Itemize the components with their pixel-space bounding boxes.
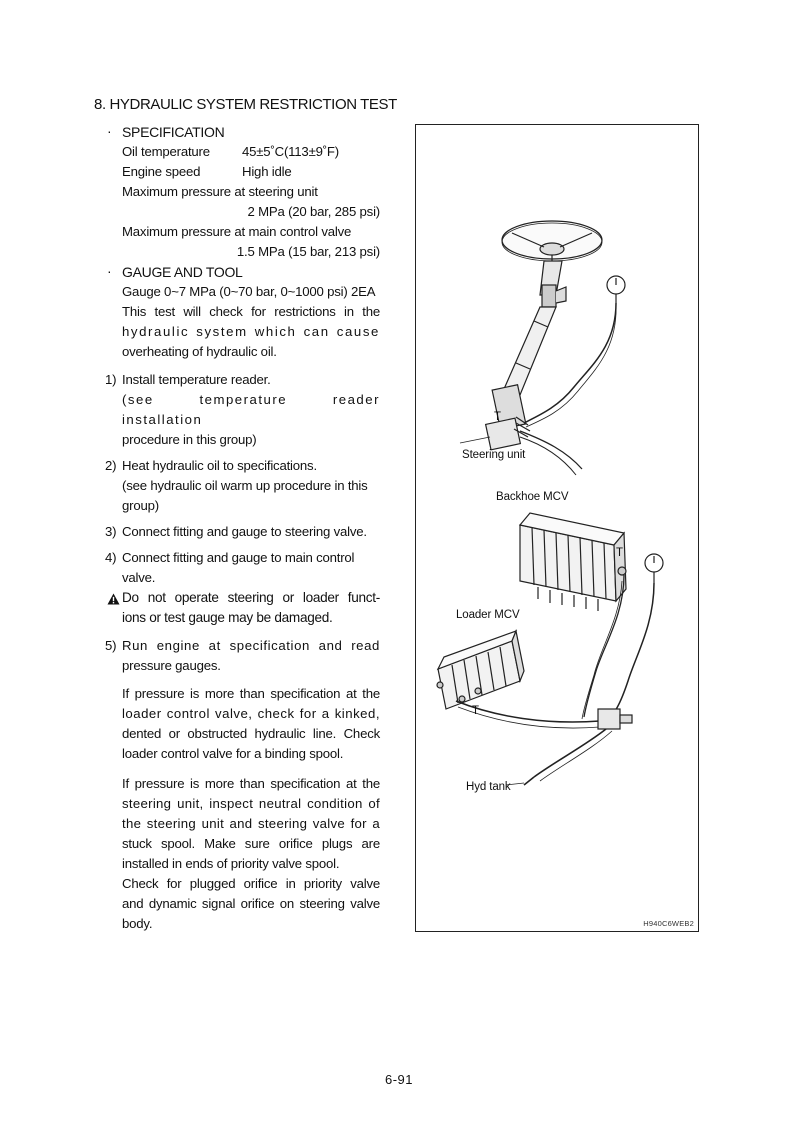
caution-note xyxy=(100,588,380,628)
step-3 xyxy=(100,522,380,542)
pressure-gauge-icon xyxy=(607,276,625,303)
step-number: 5) xyxy=(105,638,117,653)
step-number: 1) xyxy=(105,372,117,387)
paragraph-line: steering unit, inspect neutral condition of xyxy=(122,796,380,811)
spec-label: Engine speed xyxy=(122,164,201,179)
spec-label-steering-pressure: Maximum pressure at steering unit xyxy=(122,184,318,199)
paragraph-line: and dynamic signal orifice on steering valve xyxy=(122,896,380,911)
paragraph-line: dented or obstructed hydraulic line. Check xyxy=(122,726,380,741)
label-hyd-tank: Hyd tank xyxy=(466,781,511,793)
paragraph-line: If pressure is more than specification at the xyxy=(122,686,380,701)
step-5 xyxy=(100,636,380,676)
gauge-tool-heading-text: GAUGE AND TOOL xyxy=(122,264,243,280)
step-number: 4) xyxy=(105,550,117,565)
step-number: 2) xyxy=(105,458,117,473)
step-text: group) xyxy=(122,498,159,513)
paragraph-line: loader control valve for a binding spool. xyxy=(122,746,344,761)
step-1 xyxy=(100,370,380,450)
step-text: (see hydraulic oil warm up procedure in this xyxy=(122,478,368,493)
paragraph-steering-check xyxy=(100,774,380,874)
paragraph-line: If pressure is more than specification at the xyxy=(122,776,380,791)
spec-value-steering-pressure: 2 MPa (20 bar, 285 psi) xyxy=(247,204,380,219)
hydraulic-diagram-figure xyxy=(415,124,699,932)
step-text: pressure gauges. xyxy=(122,658,221,673)
label-backhoe-mcv: Backhoe MCV xyxy=(496,491,569,503)
specification-heading-text: SPECIFICATION xyxy=(122,124,225,140)
gauge-desc-line: overheating of hydraulic oil. xyxy=(122,344,277,359)
step-number: 3) xyxy=(105,524,117,539)
step-2 xyxy=(100,456,380,516)
backhoe-mcv-icon xyxy=(520,513,626,611)
gauge-tool-heading xyxy=(100,262,380,282)
junction-block-icon xyxy=(598,709,632,729)
hydraulic-diagram xyxy=(416,125,698,931)
spec-label: Oil temperature xyxy=(122,144,210,159)
caution-text: Do not operate steering or loader funct- xyxy=(122,590,380,605)
step-text: valve. xyxy=(122,570,156,585)
bullet: · xyxy=(107,263,112,279)
bullet: · xyxy=(107,123,112,139)
spec-value: High idle xyxy=(242,164,292,179)
gauge-line: Gauge 0~7 MPa (0~70 bar, 0~1000 psi) 2EA xyxy=(122,284,376,299)
section-title: 8. HYDRAULIC SYSTEM RESTRICTION TEST xyxy=(94,96,397,113)
figure-id: H940C6WEB2 xyxy=(643,919,694,928)
paragraph-line: stuck spool. Make sure orifice plugs are xyxy=(122,836,380,851)
label-port-t: T xyxy=(472,705,479,717)
paragraph-line: the steering unit and steering valve for a xyxy=(122,816,380,831)
paragraph-loader-check xyxy=(100,684,380,764)
caution-text: ions or test gauge may be damaged. xyxy=(122,610,333,625)
label-steering-unit: Steering unit xyxy=(462,449,526,461)
step-text: (see temperature reader installation xyxy=(122,392,380,427)
paragraph-line: body. xyxy=(122,916,153,931)
paragraph-line: Check for plugged orifice in priority valve xyxy=(122,876,380,891)
step-text: Connect fitting and gauge to main control xyxy=(122,550,355,565)
spec-row-oil-temperature xyxy=(122,142,380,162)
paragraph-orifice-check xyxy=(100,874,380,934)
gauge-tool-block xyxy=(100,282,380,362)
label-port-t: T xyxy=(494,411,501,423)
gauge-desc-line: This test will check for restrictions in the xyxy=(122,304,380,319)
gauge-desc-line: hydraulic system which can cause xyxy=(122,324,380,339)
step-text: procedure in this group) xyxy=(122,432,257,447)
spec-label-mcv-pressure: Maximum pressure at main control valve xyxy=(122,224,352,239)
step-text: Connect fitting and gauge to steering valve. xyxy=(122,524,367,539)
specification-block xyxy=(100,142,380,262)
step-text: Heat hydraulic oil to specifications. xyxy=(122,458,317,473)
steering-wheel-icon xyxy=(502,221,602,261)
warning-icon xyxy=(107,591,120,611)
spec-value-mcv-pressure: 1.5 MPa (15 bar, 213 psi) xyxy=(236,244,380,259)
paragraph-line: loader control valve, check for a kinked, xyxy=(122,706,380,721)
pressure-gauge-icon xyxy=(645,554,663,583)
spec-value: 45±5˚C(113±9˚F) xyxy=(242,144,339,159)
spec-row-engine-speed xyxy=(122,162,380,182)
label-loader-mcv: Loader MCV xyxy=(456,609,520,621)
paragraph-line: installed in ends of priority valve spool. xyxy=(122,856,340,871)
loader-mcv-icon xyxy=(437,631,524,709)
step-4 xyxy=(100,548,380,588)
label-port-t: T xyxy=(616,547,623,559)
specification-heading xyxy=(100,122,380,142)
step-text: Install temperature reader. xyxy=(122,372,271,387)
instruction-column xyxy=(100,122,380,934)
step-text: Run engine at specification and read xyxy=(122,638,380,653)
page-number: 6-91 xyxy=(384,1072,414,1087)
